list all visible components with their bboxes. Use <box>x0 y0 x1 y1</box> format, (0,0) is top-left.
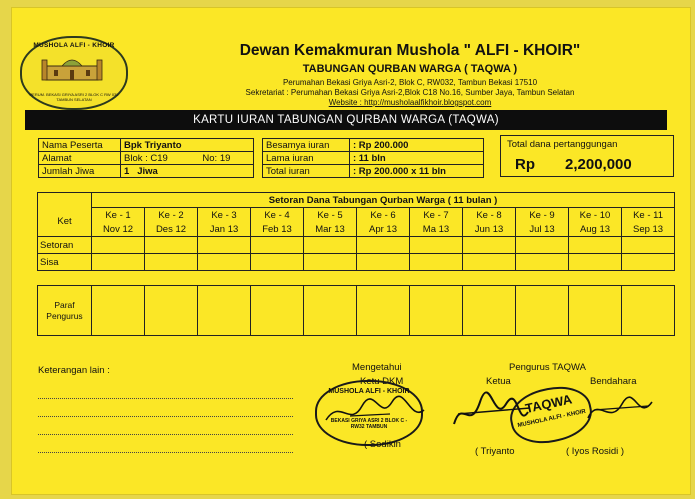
logo-subtext: PERUM. BEKASI GRIYA ASRI 2 BLOK C RW 032 TAMBUN SELATAN <box>29 92 119 102</box>
amount-label: Besamya iuran <box>263 139 350 152</box>
total-coverage-value: 2,200,000 <box>565 156 632 173</box>
dkm-stamp-bottom: BEKASI GRIYA ASRI 2 BLOK C - RW32 TAMBUN <box>330 418 408 430</box>
deposit-cell[interactable] <box>569 237 622 254</box>
spacer-cell <box>304 271 357 286</box>
taqwa-committee-label: Pengurus TAQWA <box>509 362 586 373</box>
deposit-cell[interactable] <box>92 237 145 254</box>
souls-label: Jumlah Jiwa <box>39 165 121 178</box>
installment-header: Ke - 7 <box>410 208 463 223</box>
duration-value: : 11 bln <box>350 152 484 165</box>
duration-label: Lama iuran <box>263 152 350 165</box>
month-header: Des 12 <box>145 222 198 237</box>
committee-signatures <box>448 388 658 438</box>
month-header: Mar 13 <box>304 222 357 237</box>
dkm-signer: ( Sodikin <box>364 439 401 450</box>
installment-header: Ke - 5 <box>304 208 357 223</box>
address-line-1: Perumahan Bekasi Griya Asri-2, Blok C, RW032, Tambun Bekasi 17510 <box>282 78 538 87</box>
deposit-cell[interactable] <box>145 237 198 254</box>
souls-unit: Jiwa <box>137 165 158 177</box>
deposit-cell[interactable] <box>304 237 357 254</box>
balance-cell[interactable] <box>198 254 251 271</box>
paraf-cell[interactable] <box>145 286 198 336</box>
total-currency: Rp <box>515 156 535 173</box>
total-label: Total iuran <box>263 165 350 178</box>
balance-cell[interactable] <box>92 254 145 271</box>
chair-signer: ( Triyanto <box>475 446 515 457</box>
participant-table <box>38 138 254 178</box>
deposit-cell[interactable] <box>516 237 569 254</box>
installment-header: Ke - 8 <box>463 208 516 223</box>
spacer-cell <box>251 271 304 286</box>
balance-cell[interactable] <box>463 254 516 271</box>
taqwa-stamp-sub: MUSHOLA ALFI - KHOIR <box>517 408 587 430</box>
notes-line-4[interactable] <box>38 452 293 453</box>
notes-line-3[interactable] <box>38 434 293 435</box>
acknowledged-label: Mengetahui <box>352 362 402 373</box>
name-label: Nama Peserta <box>39 139 121 152</box>
spacer-cell <box>516 271 569 286</box>
spacer-cell <box>357 271 410 286</box>
logo-name: MUSHOLA ALFI - KHOIR <box>33 42 115 49</box>
month-header: Ma 13 <box>410 222 463 237</box>
installment-header: Ke - 9 <box>516 208 569 223</box>
house-number: No: 19 <box>199 152 253 165</box>
treasurer-signer: ( Iyos Rosidi ) <box>566 446 625 457</box>
month-header: Sep 13 <box>622 222 675 237</box>
paraf-cell[interactable] <box>622 286 675 336</box>
address-line-2: Sekretariat : Perumahan Bekasi Griya Asri-2,Blok C18 No.16, Sumber Jaya, Tambun Selatan <box>245 88 575 97</box>
paraf-cell[interactable] <box>516 286 569 336</box>
amount-value: : Rp 200.000 <box>350 139 484 152</box>
installment-header: Ke - 4 <box>251 208 304 223</box>
balance-cell[interactable] <box>304 254 357 271</box>
deposit-cell[interactable] <box>463 237 516 254</box>
month-header: Jun 13 <box>463 222 516 237</box>
website-link[interactable]: Website : http://musholaalfikhoir.blogspot.com <box>328 98 492 107</box>
ket-header: Ket <box>38 208 92 237</box>
balance-row-label: Sisa <box>38 254 92 271</box>
installment-header: Ke - 10 <box>569 208 622 223</box>
total-coverage-label: Total dana pertanggungan <box>507 139 618 150</box>
paraf-label-1: Paraf <box>54 299 75 310</box>
notes-line-1[interactable] <box>38 398 293 399</box>
month-header: Apr 13 <box>357 222 410 237</box>
month-header: Jan 13 <box>198 222 251 237</box>
balance-cell[interactable] <box>410 254 463 271</box>
spacer-cell <box>569 271 622 286</box>
balance-cell[interactable] <box>569 254 622 271</box>
paraf-cell[interactable] <box>304 286 357 336</box>
spacer-cell <box>198 271 251 286</box>
dkm-stamp-top: MUSHOLA ALFI - KHOIR <box>328 388 410 395</box>
deposit-cell[interactable] <box>198 237 251 254</box>
souls-count: 1 <box>124 165 130 177</box>
paraf-label-2: Pengurus <box>46 310 83 321</box>
installment-header: Ke - 6 <box>357 208 410 223</box>
deposit-cell[interactable] <box>410 237 463 254</box>
balance-cell[interactable] <box>251 254 304 271</box>
spacer-cell <box>92 271 145 286</box>
paraf-cell[interactable] <box>92 286 145 336</box>
month-header: Aug 13 <box>569 222 622 237</box>
installment-header: Ke - 2 <box>145 208 198 223</box>
paraf-cell[interactable] <box>357 286 410 336</box>
spacer-cell <box>410 271 463 286</box>
month-header: Feb 13 <box>251 222 304 237</box>
card-banner: KARTU IURAN TABUNGAN QURBAN WARGA (TAQWA) <box>25 110 667 130</box>
spacer-cell <box>622 271 675 286</box>
treasurer-label: Bendahara <box>590 376 637 387</box>
taqwa-stamp-main: TAQWA <box>523 391 574 417</box>
mosque-icon <box>40 56 104 82</box>
org-title: Dewan Kemakmuran Mushola " ALFI - KHOIR" <box>239 42 581 59</box>
month-header: Jul 13 <box>516 222 569 237</box>
deposit-table <box>37 192 675 336</box>
notes-label: Keterangan lain : <box>38 365 110 376</box>
deposit-cell[interactable] <box>622 237 675 254</box>
installment-header: Ke - 1 <box>92 208 145 223</box>
program-subtitle: TABUNGAN QURBAN WARGA ( TAQWA ) <box>302 63 518 75</box>
total-coverage-box <box>500 135 674 177</box>
deposit-cell[interactable] <box>357 237 410 254</box>
paraf-cell[interactable] <box>569 286 622 336</box>
spacer-cell <box>145 271 198 286</box>
balance-cell[interactable] <box>357 254 410 271</box>
balance-cell[interactable] <box>516 254 569 271</box>
blok-value: Blok : C19 <box>121 152 200 165</box>
deposit-table-title: Setoran Dana Tabungan Qurban Warga ( 11 bulan ) <box>92 193 675 208</box>
balance-cell[interactable] <box>145 254 198 271</box>
installment-header: Ke - 11 <box>622 208 675 223</box>
paraf-cell[interactable] <box>410 286 463 336</box>
contribution-table <box>262 138 484 178</box>
paraf-cell[interactable] <box>198 286 251 336</box>
paraf-cell[interactable] <box>463 286 516 336</box>
name-value: Bpk Triyanto <box>121 139 254 152</box>
month-header: Nov 12 <box>92 222 145 237</box>
address-label: Alamat <box>39 152 121 165</box>
installment-header: Ke - 3 <box>198 208 251 223</box>
chair-label: Ketua <box>486 376 511 387</box>
mushola-logo <box>20 36 128 110</box>
notes-line-2[interactable] <box>38 416 293 417</box>
deposit-row-label: Setoran <box>38 237 92 254</box>
balance-cell[interactable] <box>622 254 675 271</box>
paraf-cell[interactable] <box>251 286 304 336</box>
dkm-chair-label: Ketu DKM <box>360 376 404 387</box>
spacer-cell <box>463 271 516 286</box>
dkm-signature <box>320 392 430 432</box>
total-value: : Rp 200.000 x 11 bln <box>350 165 484 178</box>
deposit-cell[interactable] <box>251 237 304 254</box>
